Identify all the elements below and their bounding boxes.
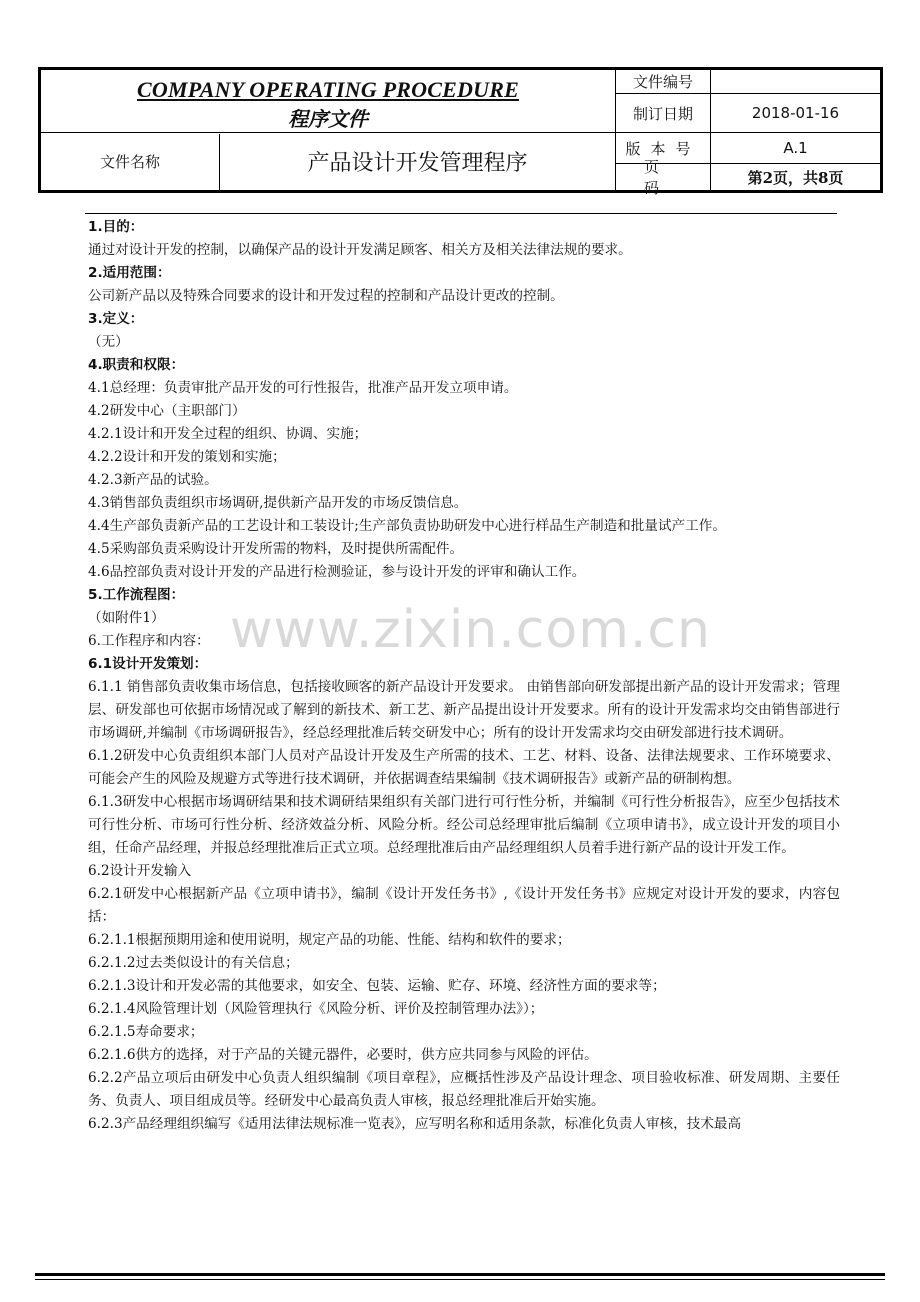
body-paragraph: （无） [88, 334, 129, 350]
version-value-cell [711, 133, 880, 163]
title-english-cell [41, 70, 615, 103]
body-paragraph: 6.2.1.4风险管理计划（风险管理执行《风险分析、评价及控制管理办法》）； [88, 1001, 544, 1017]
section-heading: 4.职责和权限： [88, 357, 185, 373]
page-label-cell [616, 158, 710, 197]
body-paragraph: 通过对设计开发的控制，以确保产品的设计开发满足顾客、相关方及相关法律法规的要求。 [88, 242, 632, 258]
section-heading: 1.目的： [88, 219, 144, 235]
body-paragraph: 4.2.1设计和开发全过程的组织、协调、实施； [88, 426, 368, 442]
body-paragraph: 公司新产品以及特殊合同要求的设计和开发过程的控制和产品设计更改的控制。 [88, 288, 564, 304]
page-value: 第2页，共8页 [747, 168, 844, 187]
body-paragraph: 4.6品控部负责对设计开发的产品进行检测验证，参与设计开发的评审和确认工作。 [88, 564, 586, 580]
body-paragraph: 6.2.3产品经理组织编写《适用法律法规标准一览表》，应写明名称和适用条款，标准化负责人审核，技术最高 [88, 1116, 742, 1132]
body-paragraph: 4.1总经理：负责审批产品开发的可行性报告，批准产品开发立项申请。 [88, 380, 518, 396]
body-paragraph: 6.2设计开发输入 [88, 863, 192, 879]
footer-rule-thick [35, 1273, 885, 1276]
body-paragraph: 4.2研发中心（主职部门） [88, 403, 246, 419]
body-paragraph: 6.1.3研发中心根据市场调研结果和技术调研结果组织有关部门进行可行性分析，并编制《可行性分析报告》，应至少包括技术可行性分析、市场可行性分析、经济效益分析、风险分析。经公司总经理审批后编制《立项申请书》，成立设计开发的项目小组，任命产品经理，并报总经理批准后正式立项。总经理批准后由产品经理组织人员着手进行新产品的设计开发工作。 [88, 794, 840, 856]
doc-no-value-cell [711, 70, 880, 93]
body-paragraph: 4.4生产部负责新产品的工艺设计和工装设计;生产部负责协助研发中心进行样品生产制造和批量试产工作。 [88, 518, 726, 534]
page-label: 页码 [644, 158, 690, 197]
body-paragraph: 4.3销售部负责组织市场调研,提供新产品开发的市场反馈信息。 [88, 495, 468, 511]
date-value-cell [711, 94, 880, 132]
date-label-cell [616, 94, 710, 132]
doc-name-cell [220, 133, 615, 190]
date-label: 制订日期 [632, 104, 693, 123]
watermark: www.zixin.com.cn [230, 600, 711, 660]
section-heading: 6.1设计开发策划： [88, 656, 208, 672]
version-label: 版本号 [625, 139, 701, 158]
section-heading: 3.定义： [88, 311, 144, 327]
body-paragraph: 6.2.1研发中心根据新产品《立项申请书》，编制《设计开发任务书》,《设计开发任务书》应规定对设计开发的要求，内容包括： [88, 886, 840, 925]
doc-no-label: 文件编号 [632, 73, 693, 91]
title-chinese: 程序文件 [288, 107, 368, 131]
version-value: A.1 [783, 139, 808, 157]
section-heading: 2.适用范围： [88, 265, 171, 281]
body-paragraph: 6.2.1.2过去类似设计的有关信息； [88, 955, 299, 971]
doc-name-label: 文件名称 [99, 153, 160, 171]
date-value: 2018-01-16 [751, 104, 840, 122]
footer-rule-thin [35, 1279, 885, 1280]
document-body [88, 216, 840, 1136]
body-paragraph: 6.2.1.3设计和开发必需的其他要求，如安全、包装、运输、贮存、环境、经济性方面的要求等； [88, 978, 666, 994]
section-heading: 5.工作流程图： [88, 587, 185, 603]
page-value-cell [711, 164, 880, 190]
document-header-table [38, 67, 883, 197]
body-paragraph: 6.2.2产品立项后由研发中心负责人组织编制《项目章程》，应概括性涉及产品设计理念、项目验收标准、研发周期、主要任务、负责人、项目组成员等。经研发中心最高负责人审核，报总经理批准后开始实施。 [88, 1070, 840, 1109]
body-paragraph: 6.2.1.1根据预期用途和使用说明，规定产品的功能、性能、结构和软件的要求； [88, 932, 571, 948]
title-chinese-cell [41, 103, 615, 132]
content-top-rule [85, 213, 837, 214]
body-paragraph: 6.1.1 销售部负责收集市场信息，包括接收顾客的新产品设计开发要求。 由销售部向研发部提出新产品的设计开发需求；管理层、研发部也可依据市场情况或了解到的新技术、新工艺、新产品提出设计开发要求。所有的设计开发需求均交由销售部进行市场调研,并编制《市场调研报告》，经总经理批准后转交研发中心；所有的设计开发需求均交由研发部进行技术调研。 [88, 679, 840, 741]
body-paragraph: 6.2.1.5寿命要求； [88, 1024, 204, 1040]
body-paragraph: 4.2.2设计和开发的策划和实施； [88, 449, 286, 465]
doc-no-label-cell [616, 70, 710, 93]
title-english: COMPANY OPERATING PROCEDURE [137, 76, 519, 102]
body-paragraph: （如附件1） [88, 610, 165, 626]
body-paragraph: 6.2.1.6供方的选择，对于产品的关键元器件，必要时，供方应共同参与风险的评估。 [88, 1047, 598, 1063]
body-paragraph: 6.1.2研发中心负责组织本部门人员对产品设计开发及生产所需的技术、工艺、材料、设备、法律法规要求、工作环境要求、可能会产生的风险及规避方式等进行技术调研，并依据调查结果编制《技术调研报告》或新产品的研制构想。 [88, 748, 840, 787]
doc-name: 产品设计开发管理程序 [307, 151, 528, 176]
doc-name-label-cell [41, 133, 219, 190]
body-paragraph: 6.工作程序和内容： [88, 633, 210, 649]
body-paragraph: 4.2.3新产品的试验。 [88, 472, 218, 488]
body-paragraph: 4.5采购部负责采购设计开发所需的物料，及时提供所需配件。 [88, 541, 464, 557]
